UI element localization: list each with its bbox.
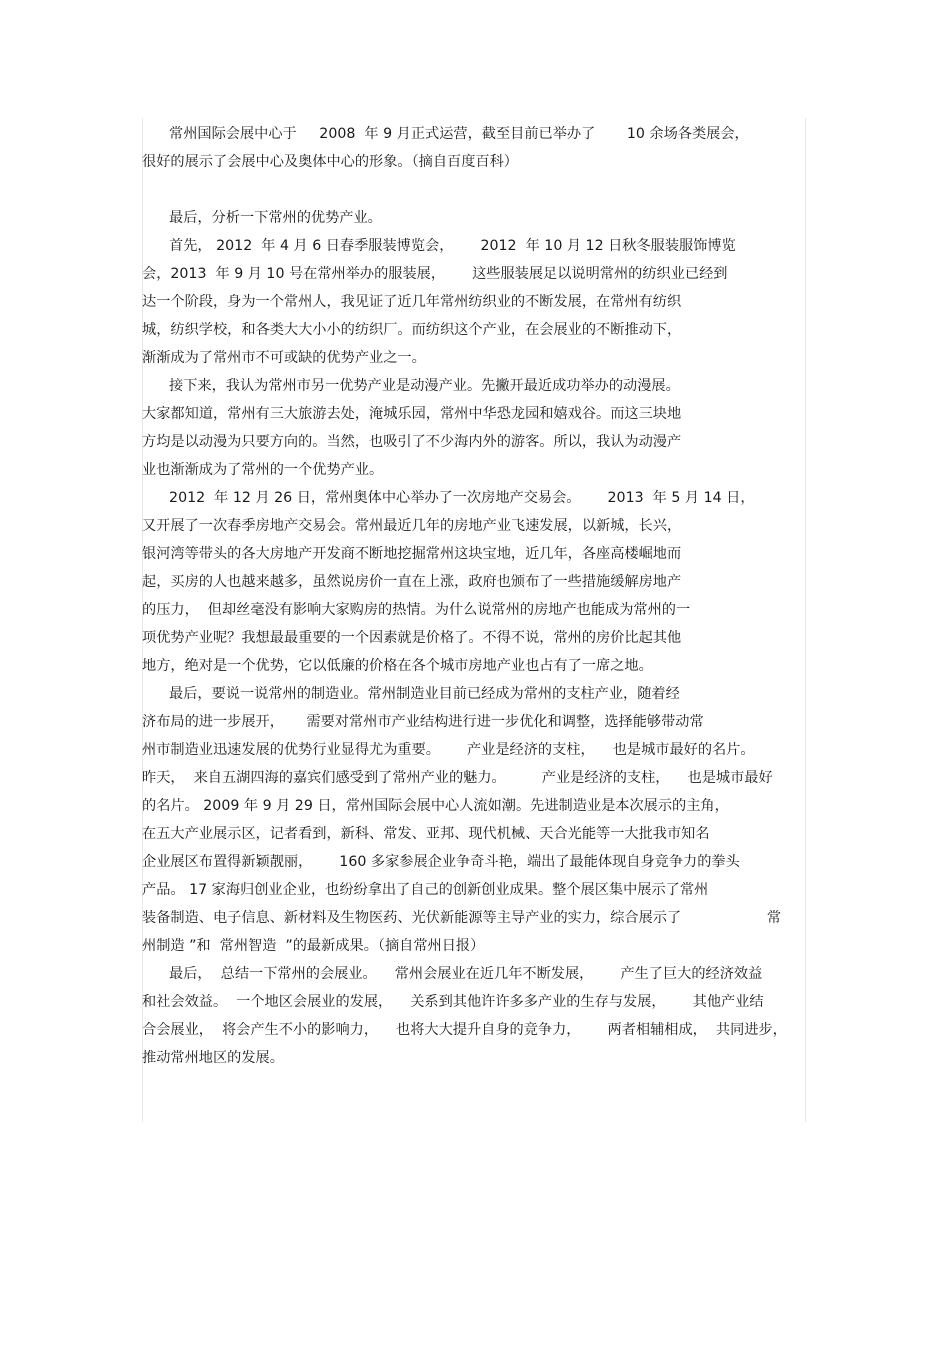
- text-line: 渐渐成为了常州市不可或缺的优势产业之一。: [142, 350, 426, 366]
- text-line: 会，2013 年 9 月 10 号在常州举办的服装展， 这些服装展足以说明常州的纺织业已经到: [142, 266, 728, 282]
- document-body: [142, 120, 806, 1072]
- text-line: 昨天， 来自五湖四海的嘉宾们感受到了常州产业的魅力。 产业是经济的支柱， 也是城市最好: [142, 770, 773, 786]
- text-line: 在五大产业展示区，记者看到，新科、常发、亚邦、现代机械、天合光能等一大批我市知名: [142, 826, 710, 842]
- text-line: 最后，要说一说常州的制造业。常州制造业目前已经成为常州的支柱产业，随着经: [142, 686, 680, 702]
- text-line: 产品。 17 家海归创业企业，也纷纷拿出了自己的创新创业成果。整个展区集中展示了常州: [142, 882, 709, 898]
- text-line: 最后，分析一下常州的优势产业。: [142, 210, 382, 226]
- text-line: 合会展业， 将会产生不小的影响力， 也将大大提升自身的竞争力， 两者相辅相成， 共同进步，: [142, 1022, 787, 1038]
- blank-line: [142, 176, 806, 204]
- text-line: 州市制造业迅速发展的优势行业显得尤为重要。 产业是经济的支柱， 也是城市最好的名片。: [142, 742, 755, 758]
- text-line: 首先， 2012 年 4 月 6 日春季服装博览会， 2012 年 10 月 12 日秋冬服装服饰博览: [142, 238, 736, 254]
- text-line: 州制造 ”和 常州智造 ”的最新成果。（摘自常州日报）: [142, 938, 485, 954]
- text-line: 很好的展示了会展中心及奥体中心的形象。（摘自百度百科）: [142, 154, 518, 170]
- text-line: 的名片。 2009 年 9 月 29 日，常州国际会展中心人流如潮。先进制造业是本次展示的主角，: [142, 798, 729, 814]
- text-line: 接下来，我认为常州市另一优势产业是动漫产业。先撇开最近成功举办的动漫展。: [142, 378, 680, 394]
- text-line: 城，纺织学校，和各类大大小小的纺织厂。而纺织这个产业，在会展业的不断推动下，: [142, 322, 682, 338]
- text-line: 银河湾等带头的各大房地产开发商不断地挖掘常州这块宝地，近几年，各座高楼崛地而: [142, 546, 682, 562]
- text-line: 最后， 总结一下常州的会展业。 常州会展业在近几年不断发展， 产生了巨大的经济效益: [142, 966, 763, 982]
- text-line: 达一个阶段，身为一个常州人，我见证了近几年常州纺织业的不断发展，在常州有纺织: [142, 294, 682, 310]
- text-line: 和社会效益。 一个地区会展业的发展， 关系到其他许许多多产业的生存与发展， 其他产业结: [142, 994, 764, 1010]
- text-line: 地方，绝对是一个优势，它以低廉的价格在各个城市房地产业也占有了一席之地。: [142, 658, 653, 674]
- text-line: 项优势产业呢？我想最最重要的一个因素就是价格了。不得不说，常州的房价比起其他: [142, 630, 682, 646]
- text-line: 大家都知道，常州有三大旅游去处，淹城乐园，常州中华恐龙园和嬉戏谷。而这三块地: [142, 406, 682, 422]
- text-line: 又开展了一次春季房地产交易会。常州最近几年的房地产业飞速发展，以新城，长兴，: [142, 518, 682, 534]
- text-line: 企业展区布置得新颖靓丽， 160 多家参展企业争奇斗艳，端出了最能体现自身竞争力的拳头: [142, 854, 740, 870]
- text-line: 装备制造、电子信息、新材料及生物医药、光伏新能源等主导产业的实力，综合展示了 常: [142, 910, 782, 926]
- text-line: 方均是以动漫为只要方向的。当然，也吸引了不少海内外的游客。所以，我认为动漫产: [142, 434, 682, 450]
- text-line: 的压力， 但却丝毫没有影响大家购房的热情。为什么说常州的房地产也能成为常州的一: [142, 602, 691, 618]
- text-line: 业也渐渐成为了常州的一个优势产业。: [142, 462, 384, 478]
- text-line: 起，买房的人也越来越多，虽然说房价一直在上涨，政府也颁布了一些措施缓解房地产: [142, 574, 682, 590]
- text-line: 推动常州地区的发展。: [142, 1050, 284, 1066]
- text-line: 2012 年 12 月 26 日，常州奥体中心举办了一次房地产交易会。 2013 年 5 月 14 日，: [142, 490, 755, 506]
- text-line: 常州国际会展中心于 2008 年 9 月正式运营，截至目前已举办了 10 余场各类展会，: [142, 126, 749, 142]
- text-line: 济布局的进一步展开， 需要对常州市产业结构进行进一步优化和调整，选择能够带动常: [142, 714, 704, 730]
